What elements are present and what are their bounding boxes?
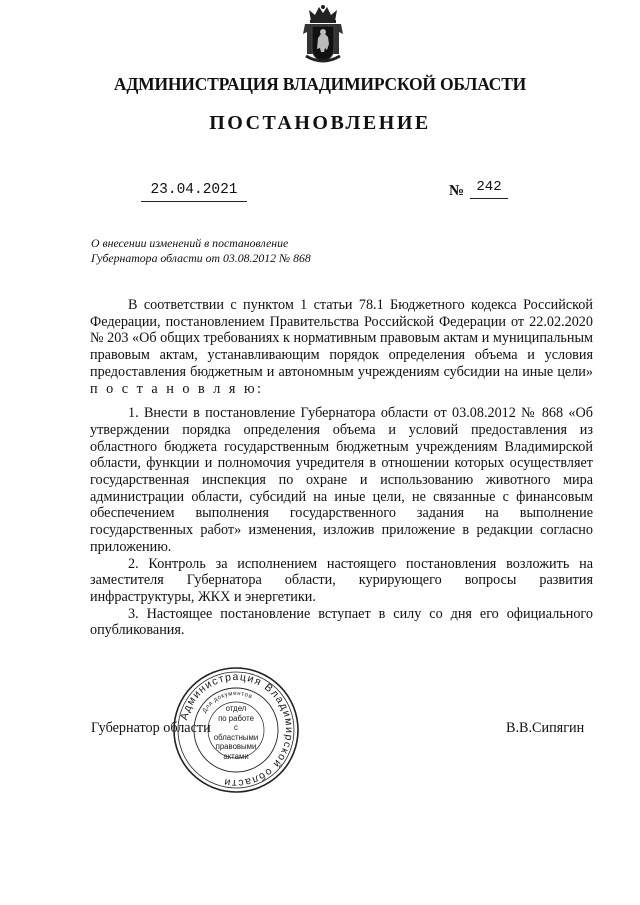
stamp-inner-text: Для документов [201,690,254,715]
preamble-text: В соответствии с пунктом 1 статьи 78.1 Бюджетного кодекса Российской Федерации, постановлением Правительства Российской Федерации от 22.02.2020 № 203 «Об общих требованиях к нормативным правовым актам и муниципальным правовым актам, устанавливающим порядок определения объема и условия предоставления бюджетным и автономным учреждениям субсидии на иные цели» [90,297,593,380]
signer-name: В.В.Сипягин [506,720,585,736]
subject-line: Губернатора области от 03.08.2012 № 868 [91,251,311,265]
document-date: 23.04.2021 [141,182,247,202]
agency-name: АДМИНИСТРАЦИЯ ВЛАДИМИРСКОЙ ОБЛАСТИ [113,74,527,94]
subject-line: О внесении изменений в постановление [91,236,289,250]
official-stamp [172,666,300,794]
resolution-item: 2. Контроль за исполнением настоящего постановления возложить на заместителя Губернатора области, курирующего вопросы развития инфраструктуры, ЖКХ и энергетики. [90,555,593,605]
resolution-item: 1. Внести в постановление Губернатора области от 03.08.2012 № 868 «Об утверждении порядка определения объема и условий предоставления из областного бюджета государственным бюджетным учреждениям Владимирской области, функции и полномочия учредителя в отношении которых осуществляет государственная инспекция по охране и использованию животного мира администрации области, субсидий на иные цели, не связанные с финансовым обеспечением выполнения государственного задания на выполнение государственных работ» изменения, изложив приложение в редакции согласно приложению. [90,405,593,555]
document-number: 242 [470,179,508,199]
number-sign: № [449,183,465,199]
stamp-center-line: с областными [213,723,259,742]
coat-of-arms-icon [298,4,348,68]
stamp-center-line: отдел [225,704,247,713]
preamble-paragraph [90,297,593,397]
stamp-center-text [212,704,260,761]
document-type: ПОСТАНОВЛЕНИЕ [209,112,431,134]
stamp-outer-text: Администрация Владимирской области [178,670,296,790]
stamp-center-line: по работе [218,713,254,723]
signer-role: Губернатор области [91,720,211,736]
resolution-item: 3. Настоящее постановление вступает в силу со дня его официального опубликования. [90,605,593,639]
document-subject [91,236,311,266]
stamp-center-line: актами [223,751,249,761]
resolve-word: п о с т а н о в л я ю: [90,380,264,397]
stamp-center-line: правовыми [215,742,257,751]
document-body [90,297,593,639]
